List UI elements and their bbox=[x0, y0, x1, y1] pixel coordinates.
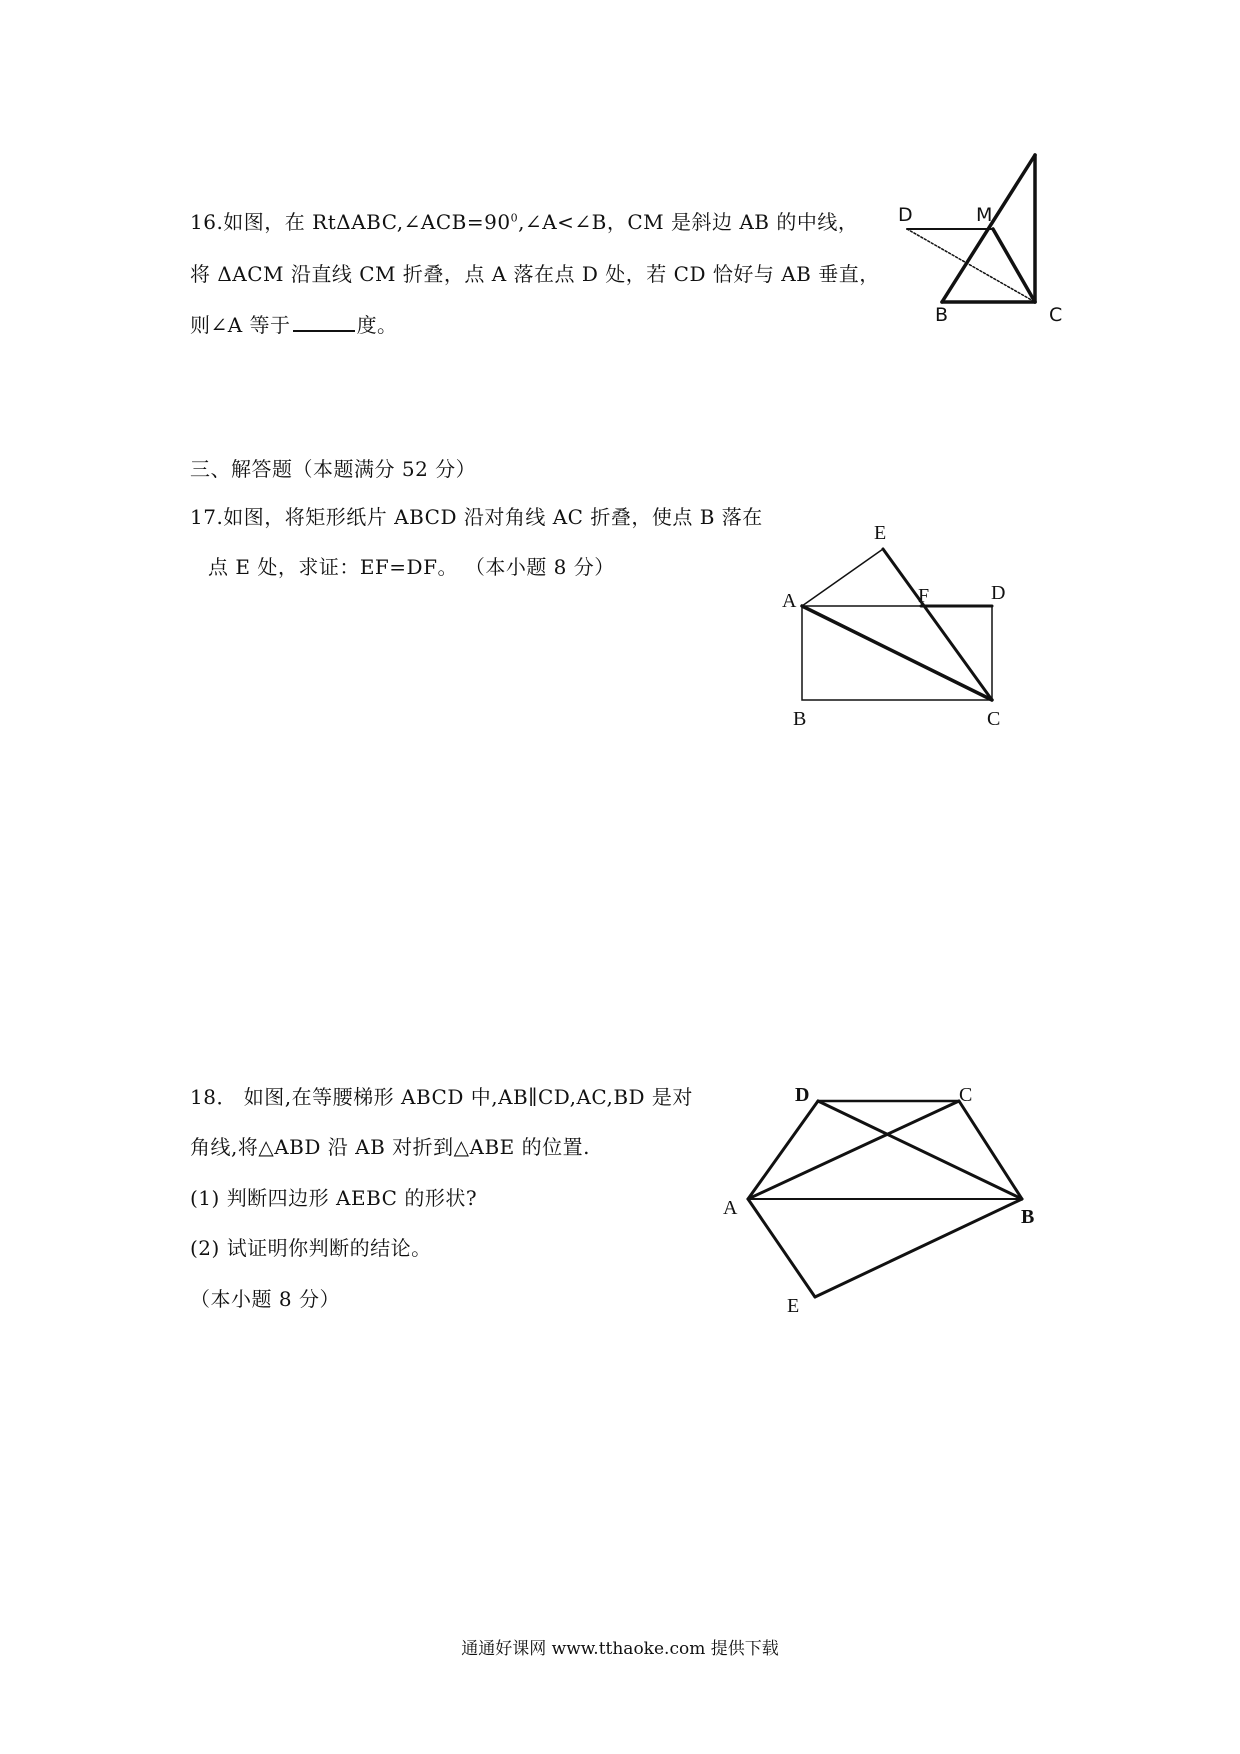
segment-AC bbox=[748, 1101, 959, 1199]
q16-line-3: 则∠A 等于 度。 bbox=[190, 313, 398, 337]
q16-line-1: 16.如图，在 $Rt\Delta ABC,\angle ACB=90^0,\angle A<\angle B$，CM 是斜边 AB 的中线， bbox=[190, 210, 859, 234]
label-C: C bbox=[1049, 304, 1063, 326]
q17-line-2: 点 E 处，求证：EF=DF。 （本小题 8 分） bbox=[208, 555, 615, 579]
label-F: F bbox=[918, 585, 930, 607]
label-C: C bbox=[987, 708, 1001, 730]
label-D: D bbox=[991, 582, 1006, 604]
label-A: A bbox=[782, 590, 797, 612]
label-B: B bbox=[1021, 1206, 1035, 1228]
q18-line-5: （本小题 8 分） bbox=[190, 1287, 340, 1311]
label-C: C bbox=[959, 1084, 973, 1106]
footer-source: 通通好课网 www.tthaoke.com 提供下载 bbox=[461, 1639, 779, 1659]
degree-mark: 0 bbox=[510, 211, 519, 225]
label-B: B bbox=[793, 708, 807, 730]
q17-line-1: 17.如图，将矩形纸片 ABCD 沿对角线 AC 折叠，使点 B 落在 bbox=[190, 505, 763, 529]
label-M: M bbox=[976, 204, 993, 226]
label-B: B bbox=[935, 304, 949, 326]
label-D: D bbox=[898, 204, 913, 226]
q18-line-1: 18． 如图,在等腰梯形 ABCD 中,AB∥CD,AC,BD 是对 bbox=[190, 1085, 693, 1109]
q18-line-2: 角线,将△ABD 沿 AB 对折到△ABE 的位置. bbox=[190, 1135, 590, 1159]
q18-line-3: (1) 判断四边形 AEBC 的形状? bbox=[190, 1186, 478, 1210]
q18-line-4: (2) 试证明你判断的结论。 bbox=[190, 1236, 432, 1260]
label-A: A bbox=[723, 1197, 738, 1219]
q16-line-2: 将 ΔACM 沿直线 CM 折叠，点 A 落在点 D 处，若 CD 恰好与 AB 垂直， bbox=[190, 262, 880, 286]
label-D: D bbox=[795, 1084, 810, 1106]
section-3-heading: 三、解答题（本题满分 52 分） bbox=[190, 457, 477, 481]
segment-EB bbox=[815, 1199, 1022, 1297]
label-E: E bbox=[874, 522, 887, 544]
segment-AE bbox=[748, 1199, 815, 1297]
label-E: E bbox=[787, 1295, 800, 1317]
